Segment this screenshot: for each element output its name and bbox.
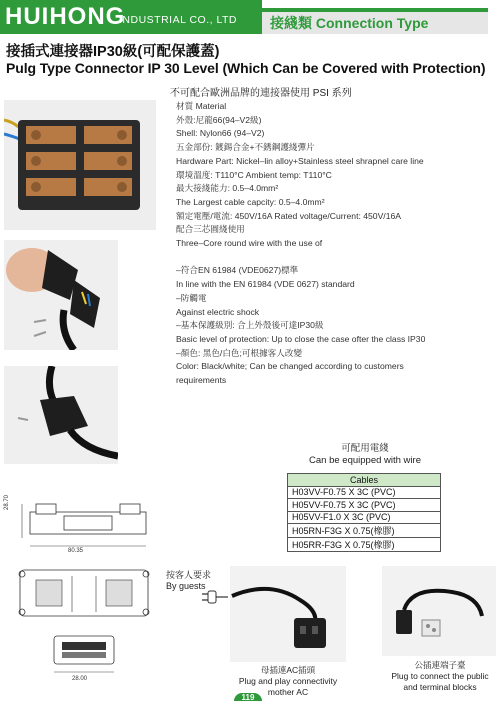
table-cell: H05VV-F1.0 X 3C (PVC) xyxy=(288,511,441,524)
spec-line: 材質 Material xyxy=(176,101,227,111)
guest-note-zh: 按客人要求 xyxy=(166,570,212,580)
table-row xyxy=(288,538,441,552)
spec-line: Hardware Part: Nickel–lin alloy+Stainless steel shrapnel care line xyxy=(176,155,424,166)
bottom-dimension: 28.00 xyxy=(72,676,88,682)
spec-line: In line with the EN 61984 (VDE 0627) standard xyxy=(176,279,355,290)
cables-caption xyxy=(285,443,445,467)
brand-subtitle: INDUSTRIAL CO., LTD xyxy=(119,14,238,26)
side-view-drawing xyxy=(12,496,157,556)
category-label: 接綫類 Connection Type xyxy=(262,8,488,34)
table-row xyxy=(288,524,441,538)
table-cell: H05VV-F0.75 X 3C (PVC) xyxy=(288,499,441,512)
page-number-badge: 119 xyxy=(234,693,262,701)
spec-line: Shell: Nylon66 (94–V2) xyxy=(176,128,265,139)
spec-line: Three–Core round wire with the use of xyxy=(176,238,323,249)
spec-line: –基本保護級別: 合上外殼後可達IP30級 xyxy=(176,320,324,331)
table-cell: H05RR-F3G X 0.75(橡膠) xyxy=(288,538,441,552)
table-header-row xyxy=(288,474,441,487)
connector-terminals-photo xyxy=(4,100,156,230)
table-cell: H03VV-F0.75 X 3C (PVC) xyxy=(288,486,441,499)
intro-note: 不可配合歐洲品牌的連接器使用 PSI 系列 xyxy=(170,88,352,99)
page-header xyxy=(0,0,503,34)
spec-spacer xyxy=(176,251,496,265)
spec-line: 五金部份: 鍍錫合金+不銹鋼護綫彈片 xyxy=(176,142,315,153)
top-view-drawing xyxy=(12,562,157,622)
spec-line: The Largest cable capcity: 0.5–4.0mm² xyxy=(176,196,325,207)
cables-caption-zh: 可配用電綫 xyxy=(341,443,389,454)
table-header-cell: Cables xyxy=(288,474,441,487)
guest-note-en: By guests xyxy=(166,581,206,591)
plug-icon xyxy=(200,588,228,606)
male-caption-en: Plug to connect the public xyxy=(391,671,489,681)
spec-list xyxy=(176,100,496,388)
height-dimension: 28.70 xyxy=(4,494,10,510)
spec-line: 環境溫度: T110°C Ambient temp: T110°C xyxy=(176,169,332,180)
spec-line: 額定電壓/電流: 450V/16A Rated voltage/Current: 450V/16A xyxy=(176,210,401,221)
table-row xyxy=(288,511,441,524)
cables-caption-en: Can be equipped with wire xyxy=(309,455,421,466)
female-caption-en-2: mother AC xyxy=(267,687,309,697)
connector-hand-photo xyxy=(4,240,118,350)
spec-line: Color: Black/white; Can be changed according to customers xyxy=(176,361,404,372)
spec-line: 外殼:尼龍66(94–V2級) xyxy=(176,114,262,125)
width-dimension: 80.35 xyxy=(68,548,84,554)
connector-closed-photo xyxy=(4,366,118,464)
female-plug-photo xyxy=(230,566,346,662)
spec-line: –顏色: 黑色/白色;可根據客人改變 xyxy=(176,347,303,358)
spec-line: –防觸電 xyxy=(176,292,207,303)
female-caption-en: Plug and play connectivity xyxy=(238,676,338,686)
male-plug-photo xyxy=(382,566,496,656)
spec-line: 配合三芯圓綫使用 xyxy=(176,224,245,235)
male-caption-en-2: and terminal blocks xyxy=(403,682,477,692)
end-view-drawing xyxy=(48,628,120,678)
female-caption-zh: 母插連AC插頭 xyxy=(260,665,316,675)
cables-table xyxy=(287,473,441,552)
spec-line: –符合EN 61984 (VDE0627)標準 xyxy=(176,265,299,276)
table-cell: H05RN-F3G X 0.75(橡膠) xyxy=(288,524,441,538)
spec-line: Basic level of protection: Up to close the case ofter the class IP30 xyxy=(176,333,426,344)
spec-line: requirements xyxy=(176,375,227,386)
page-title-en: Pulg Type Connector IP 30 Level (Which Can be Covered with Protection) xyxy=(6,60,486,76)
table-row xyxy=(288,486,441,499)
male-plug-caption xyxy=(384,660,496,693)
brand-logo: HUIHONG xyxy=(5,3,126,30)
table-row xyxy=(288,499,441,512)
brand-banner xyxy=(0,0,262,34)
spec-line: 最大接綫能力: 0.5–4.0mm² xyxy=(176,183,279,194)
male-caption-zh: 公插連端子臺 xyxy=(414,660,466,670)
spec-line: Against electric shock xyxy=(176,306,260,317)
page-title-zh: 接插式連接器IP30級(可配保護蓋) xyxy=(6,44,220,60)
